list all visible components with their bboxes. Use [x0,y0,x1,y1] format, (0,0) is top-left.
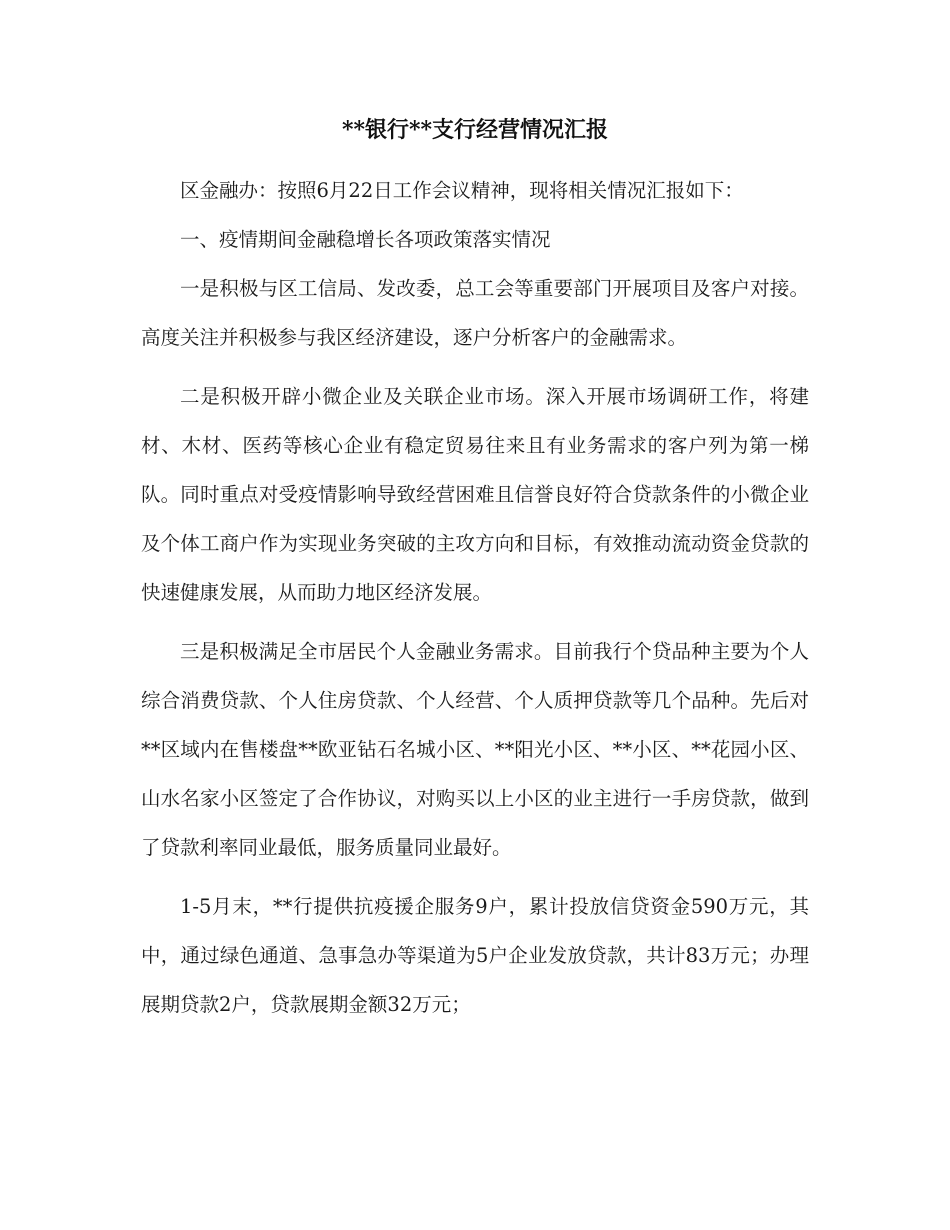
salutation-paragraph: 区金融办：按照6月22日工作会议精神，现将相关情况汇报如下： [180,179,744,202]
document-body [141,166,809,1039]
paragraph-item-3: 三是积极满足全市居民个人金融业务需求。目前我行个贷品种主要为个人综合消费贷款、个人住房贷款、个人经营、个人质押贷款等几个品种。先后对**区域内在售楼盘**欧亚钻石名城小区、**阳光小区、**小区、**花园小区、山水名家小区签定了合作协议，对购买以上小区的业主进行一手房贷款，做到了贷款利率同业最低，服务质量同业最好。 [141,640,809,859]
paragraph-summary-stats: 1-5月末，**行提供抗疫援企服务9户，累计投放信贷资金590万元，其中，通过绿色通道、急事急办等渠道为5户企业发放贷款，共计83万元；办理展期贷款2户，贷款展期金额32万元； [141,895,809,1016]
section-heading-1: 一、疫情期间金融稳增长各项政策落实情况 [180,228,551,251]
paragraph-item-1: 一是积极与区工信局、发改委，总工会等重要部门开展项目及客户对接。高度关注并积极参与我区经济建设，逐户分析客户的金融需求。 [141,277,809,349]
paragraph-item-2: 二是积极开辟小微企业及关联企业市场。深入开展市场调研工作，将建材、木材、医药等核心企业有稳定贸易往来且有业务需求的客户列为第一梯队。同时重点对受疫情影响导致经营困难且信誉良好符合贷款条件的小微企业及个体工商户作为实现业务突破的主攻方向和目标，有效推动流动资金贷款的快速健康发展，从而助力地区经济发展。 [141,385,809,604]
document-title: **银行**支行经营情况汇报 [341,117,609,143]
